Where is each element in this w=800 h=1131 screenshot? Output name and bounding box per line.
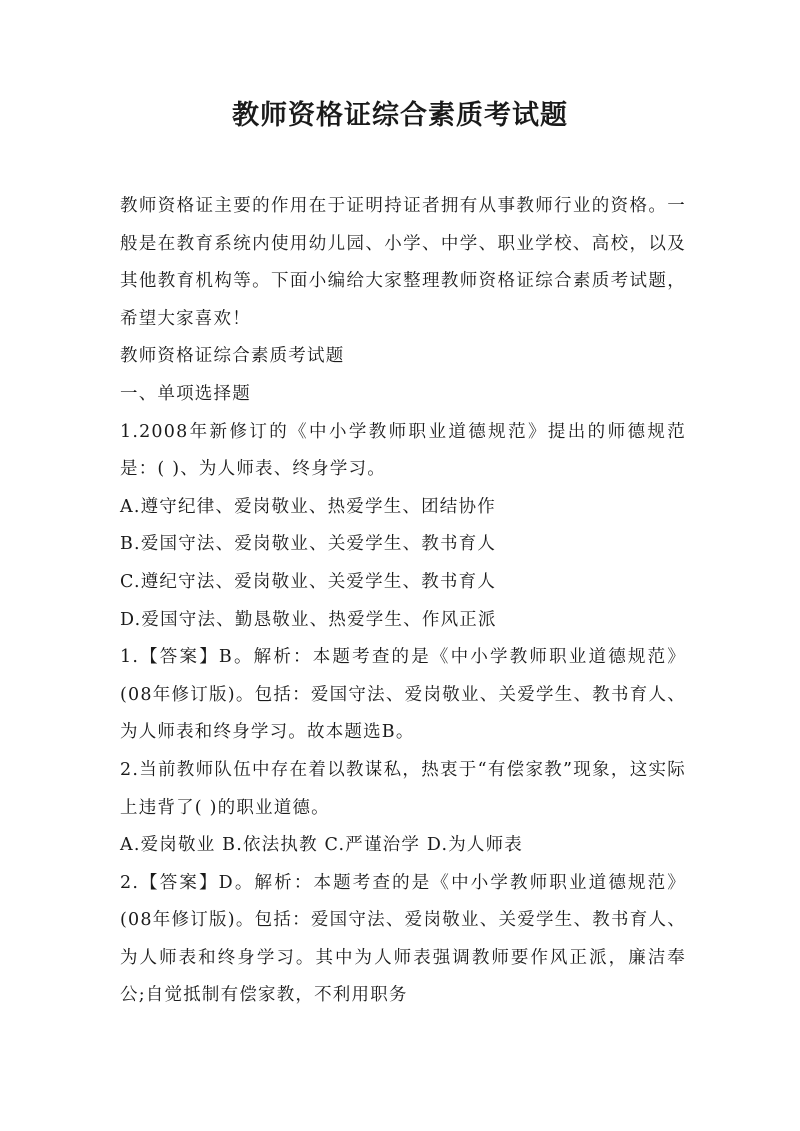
intro-paragraph: 教师资格证主要的作用在于证明持证者拥有从事教师行业的资格。一般是在教育系统内使用幼儿园、小学、中学、职业学校、高校，以及其他教育机构等。下面小编给大家整理教师资格证综合素质考试题，希望大家喜欢！ (120, 196, 686, 329)
answer-2: 2.【答案】D。解析：本题考查的是《中小学教师职业道德规范》(08年修订版)。包括：爱国守法、爱岗敬业、关爱学生、教书育人、为人师表和终身学习。其中为人师表强调教师要作风正派，廉洁奉公;自觉抵制有偿家教，不利用职务 (120, 872, 686, 1006)
question-1: 1.2008年新修订的《中小学教师职业道德规范》提出的师德规范是：( )、为人师表、终身学习。 (120, 421, 686, 480)
document-title: 教师资格证综合素质考试题 (232, 100, 568, 131)
question-2: 2.当前教师队伍中存在着以教谋私，热衷于“有偿家教”现象，这实际上违背了( )的职业道德。 (120, 759, 686, 818)
question-1-option-a: A.遵守纪律、爱岗敬业、热爱学生、团结协作 (120, 496, 496, 517)
section-heading: 教师资格证综合素质考试题 (120, 346, 345, 367)
question-1-option-d: D.爱国守法、勤恳敬业、热爱学生、作风正派 (120, 609, 497, 630)
question-1-option-b: B.爱国守法、爱岗敬业、关爱学生、教书育人 (120, 534, 497, 555)
question-1-option-c: C.遵纪守法、爱岗敬业、关爱学生、教书育人 (120, 571, 497, 592)
document-body (120, 188, 686, 1015)
question-2-options: A.爱岗敬业 B.依法执教 C.严谨治学 D.为人师表 (120, 835, 524, 856)
answer-1: 1.【答案】B。解析：本题考查的是《中小学教师职业道德规范》(08年修订版)。包括：爱国守法、爱岗敬业、关爱学生、教书育人、为人师表和终身学习。故本题选B。 (120, 647, 686, 743)
subsection-heading: 一、单项选择题 (120, 383, 251, 404)
